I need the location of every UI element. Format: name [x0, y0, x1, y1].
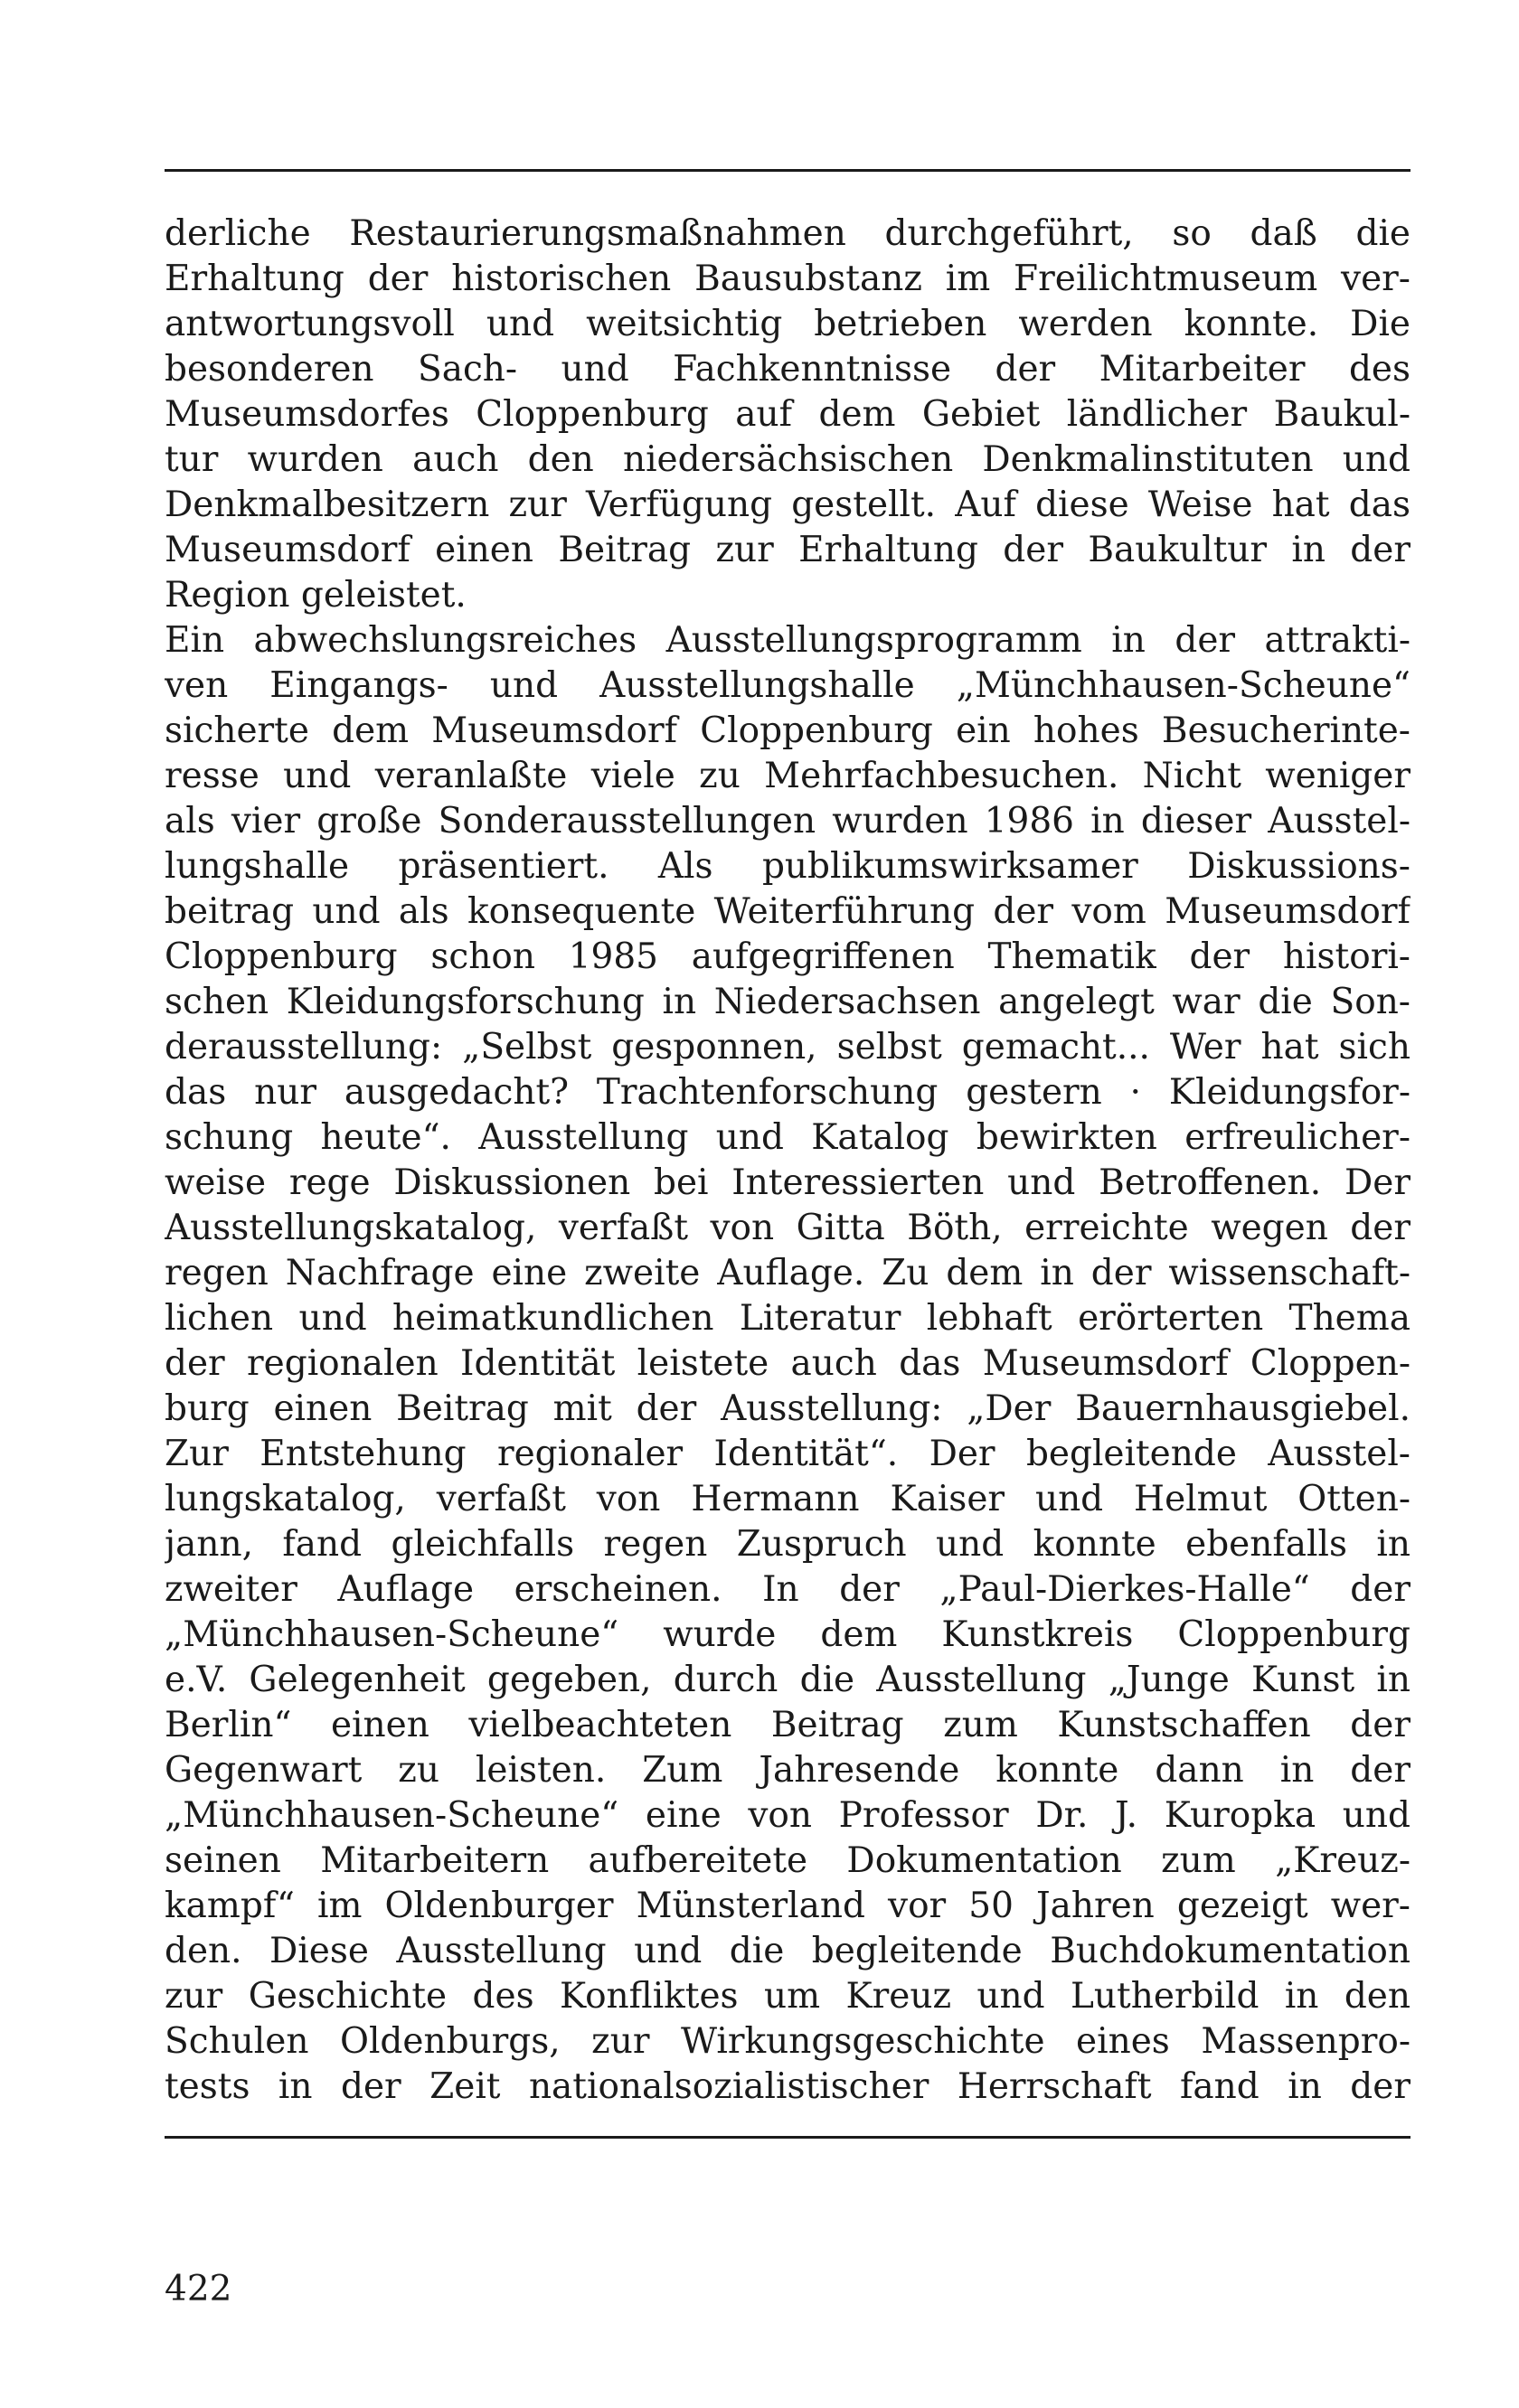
text-line: das nur ausgedacht? Trachtenforschung gestern · Kleidungsfor- — [165, 1072, 1410, 1113]
text-line: Gegenwart zu leisten. Zum Jahresende konnte dann in der — [165, 1750, 1410, 1791]
text-line: tur wurden auch den niedersächsischen Denkmalinstituten und — [165, 439, 1410, 480]
text-line: Zur Entstehung regionaler Identität“. Der begleitende Ausstel- — [165, 1434, 1410, 1474]
text-line: Denkmalbesitzern zur Verfügung gestellt. Auf diese Weise hat das — [165, 484, 1410, 525]
text-line: e.V. Gelegenheit gegeben, durch die Ausstellung „Junge Kunst in — [165, 1660, 1410, 1700]
text-line: sicherte dem Museumsdorf Cloppenburg ein hohes Besucherinte- — [165, 710, 1410, 751]
text-line: beitrag und als konsequente Weiterführung der vom Museumsdorf — [165, 891, 1410, 932]
text-line: jann, fand gleichfalls regen Zuspruch und konnte ebenfalls in — [165, 1524, 1410, 1565]
text-line: lungskatalog, verfaßt von Hermann Kaiser und Helmut Otten- — [165, 1479, 1410, 1519]
text-line: kampf“ im Oldenburger Münsterland vor 50 Jahren gezeigt wer- — [165, 1886, 1410, 1926]
text-line: Berlin“ einen vielbeachteten Beitrag zum Kunstschaffen der — [165, 1705, 1410, 1745]
text-line: derliche Restaurierungsmaßnahmen durchgeführt, so daß die — [165, 213, 1410, 254]
text-line: „Münchhausen-Scheune“ eine von Professor Dr. J. Kuropka und — [165, 1795, 1410, 1836]
text-line: Cloppenburg schon 1985 aufgegriffenen Thematik der histori- — [165, 936, 1410, 977]
text-line: seinen Mitarbeitern aufbereitete Dokumentation zum „Kreuz- — [165, 1840, 1410, 1881]
text-line: zur Geschichte des Konfliktes um Kreuz und Lutherbild in den — [165, 1976, 1410, 2017]
text-line: Ein abwechslungsreiches Ausstellungsprogramm in der attrakti- — [165, 620, 1410, 661]
text-line: ven Eingangs- und Ausstellungshalle „Münchhausen-Scheune“ — [165, 665, 1410, 706]
text-line: besonderen Sach- und Fachkenntnisse der Mitarbeiter des — [165, 349, 1410, 390]
text-line: lungshalle präsentiert. Als publikumswirksamer Diskussions- — [165, 846, 1410, 887]
text-line: resse und veranlaßte viele zu Mehrfachbesuchen. Nicht weniger — [165, 756, 1410, 796]
text-line: Ausstellungskatalog, verfaßt von Gitta Böth, erreichte wegen der — [165, 1208, 1410, 1248]
top-rule — [165, 169, 1410, 172]
text-line: schung heute“. Ausstellung und Katalog bewirkten erfreulicher- — [165, 1117, 1410, 1158]
text-line: Region geleistet. — [165, 575, 467, 616]
text-line: „Münchhausen-Scheune“ wurde dem Kunstkreis Cloppenburg — [165, 1614, 1410, 1655]
text-line: den. Diese Ausstellung und die begleitende Buchdokumentation — [165, 1931, 1410, 1971]
text-line: regen Nachfrage eine zweite Auflage. Zu dem in der wissenschaft- — [165, 1253, 1410, 1293]
text-line: als vier große Sonderausstellungen wurden 1986 in dieser Ausstel- — [165, 801, 1410, 842]
text-line: derausstellung: „Selbst gesponnen, selbst gemacht... Wer hat sich — [165, 1027, 1410, 1068]
page-number: 422 — [165, 2269, 232, 2309]
text-line: tests in der Zeit nationalsozialistischer Herrschaft fand in der — [165, 2066, 1410, 2107]
text-line: Museumsdorfes Cloppenburg auf dem Gebiet ländlicher Baukul- — [165, 394, 1410, 435]
body-text — [165, 212, 1410, 2110]
text-line: schen Kleidungsforschung in Niedersachsen angelegt war die Son- — [165, 982, 1410, 1022]
text-line: weise rege Diskussionen bei Interessierten und Betroffenen. Der — [165, 1162, 1410, 1203]
text-line: Erhaltung der historischen Bausubstanz im Freilichtmuseum ver- — [165, 259, 1410, 299]
text-line: antwortungsvoll und weitsichtig betrieben werden konnte. Die — [165, 304, 1410, 344]
text-line: der regionalen Identität leistete auch das Museumsdorf Cloppen- — [165, 1343, 1410, 1384]
text-line: lichen und heimatkundlichen Literatur lebhaft erörterten Thema — [165, 1298, 1410, 1339]
text-line: zweiter Auflage erscheinen. In der „Paul-Dierkes-Halle“ der — [165, 1569, 1410, 1610]
text-line: Museumsdorf einen Beitrag zur Erhaltung der Baukultur in der — [165, 530, 1410, 570]
text-line: burg einen Beitrag mit der Ausstellung: „Der Bauernhausgiebel. — [165, 1388, 1410, 1429]
bottom-rule — [165, 2136, 1410, 2139]
text-line: Schulen Oldenburgs, zur Wirkungsgeschichte eines Massenpro- — [165, 2021, 1410, 2062]
